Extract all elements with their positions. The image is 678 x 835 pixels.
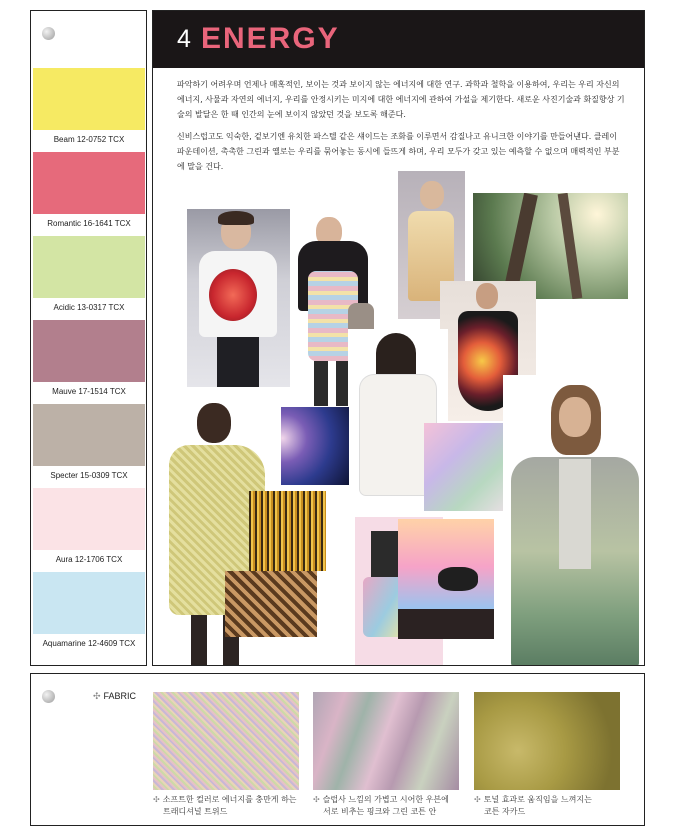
bullet-icon: ✣ [153,795,160,804]
fabric-caption-line: 슬럽사 느낌의 가볍고 시어한 우븐에 [322,795,449,804]
swatch-color-chip [33,404,145,466]
section-number: 4 [177,25,191,53]
fabric-swatch-sheer-woven [313,692,459,790]
binder-hole-icon [42,27,55,40]
swatch-color-chip [33,572,145,634]
fabric-swatch-tweed [153,692,299,790]
fabric-caption-sheer-woven [313,794,459,818]
page-title: ENERGY [201,22,340,55]
fabric-heading [93,691,136,702]
fabric-heading-label: FABRIC [103,691,137,701]
fabric-caption-tweed [153,794,299,818]
fabric-swatch-jacquard [474,692,620,790]
mood-image-model-long-hair-jacket [503,375,645,666]
swatch-specter [33,404,145,488]
fabric-caption-jacquard [474,794,620,818]
fabric-caption-line: 트래디셔널 트위드 [163,807,228,816]
mood-image-safari-print-top [398,519,494,639]
bullet-icon: ✣ [474,795,481,804]
swatch-mauve [33,320,145,404]
swatch-color-chip [33,236,145,298]
swatch-label: Beam 12-0752 TCX [53,135,125,144]
swatch-aquamarine [33,572,145,656]
fabric-caption-line: 소프트한 컬러로 에너지를 충만게 하는 [162,795,297,804]
binder-hole-icon [42,690,55,703]
swatch-color-chip [33,68,145,130]
intro-paragraph: 파악하기 어려우며 언제나 매혹적인, 보이는 것과 보이지 않는 에너지에 대한 연구. 과학과 철학을 이용하여, 우리는 우리 자신의 에너지, 사물과 자연의 에너지, 우리를 안정시키는 미지에 대한 에너지에 관하여 가설을 제기한다. 새로운 사진기술과 화질향상 기술의 발달은 한 때 인간의 눈에 보이지 않았던 것을 보도록 해준다. [177,80,625,119]
energy-theme-panel [152,10,645,666]
swatch-color-chip [33,152,145,214]
swatch-label: Aquamarine 12-4609 TCX [42,639,136,648]
swatch-label: Mauve 17-1514 TCX [52,387,126,396]
swatch-label: Acidic 13-0317 TCX [53,303,125,312]
mood-image-model-flower-shirt [187,209,290,387]
swatch-romantic [33,152,145,236]
bullet-icon: ✣ [313,795,320,804]
mood-image-gold-lattice [225,571,317,637]
title-bar [153,11,644,68]
fabric-caption-line: 코튼 자카드 [484,807,526,816]
swatch-color-chip [33,488,145,550]
swatch-label: Specter 15-0309 TCX [50,471,128,480]
bullet-icon: ✣ [93,691,101,701]
swatch-color-chip [33,320,145,382]
color-description-paragraph: 신비스럽고도 익숙한, 겉보기엔 유치한 파스텔 같은 섀이드는 조화를 이루면서 감질나고 유니크한 이야기를 만들어낸다. 클레이 파운데이션, 촉촉한 그린과 옐로는 우리를 묶어놓는 동시에 들뜨게 하며, 우리 모두가 갖고 있는 예측할 수 없으며 매력적인 부분에 말을 건다. [177,132,620,171]
color-swatch-panel [30,10,147,666]
swatch-acidic [33,236,145,320]
swatch-beam [33,68,145,152]
swatch-label: Romantic 16-1641 TCX [47,219,131,228]
mood-image-gold-chandelier [249,491,326,571]
fabric-panel [30,673,645,826]
swatch-label: Aura 12-1706 TCX [55,555,123,564]
fabric-caption-line: 서로 비추는 핑크와 그린 코튼 안 [323,807,437,816]
swatch-aura [33,488,145,572]
fabric-caption-line: 토널 효과로 움직임을 느껴지는 [483,795,592,804]
